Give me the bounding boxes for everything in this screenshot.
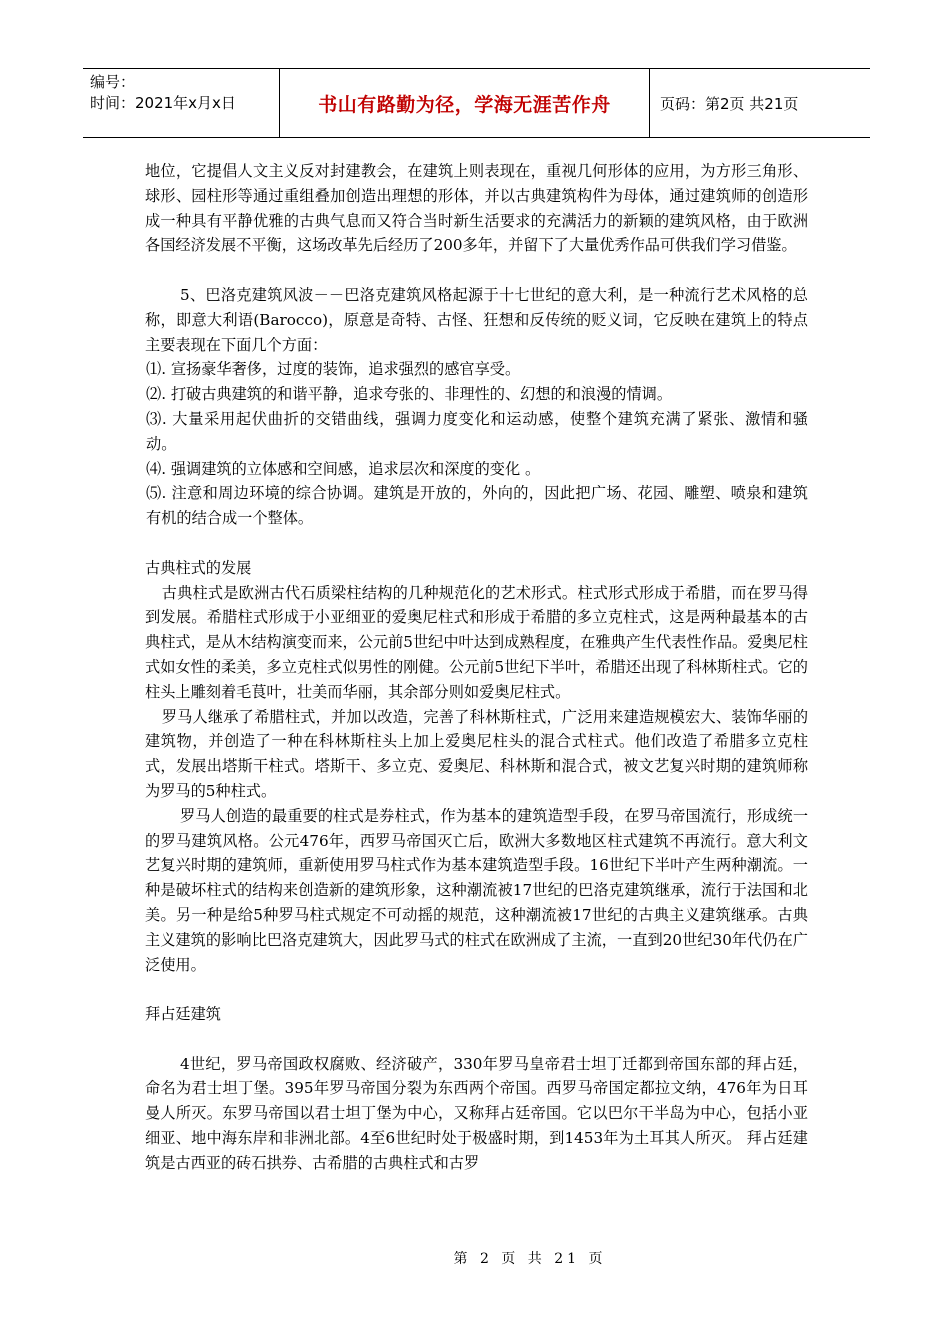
section-heading-byzantine: 拜占廷建筑: [145, 1005, 221, 1024]
document-body: [145, 159, 808, 1176]
paragraph-baroque: 5、巴洛克建筑风波－－巴洛克建筑风格起源于十七世纪的意大利，是一种流行艺术风格的总称，即意大利语(Barocco)，原意是奇特、古怪、狂想和反传统的贬义词，它反映在建筑上的特点主要表现在下面几个方面：: [145, 285, 808, 354]
list-item: ⑷. 强调建筑的立体感和空间感，追求层次和深度的变化 。: [146, 459, 541, 478]
section-heading-classical-orders: 古典柱式的发展: [145, 558, 252, 577]
header-motto: 书山有路勤为径，学海无涯苦作舟: [280, 69, 650, 137]
list-item: ⑶. 大量采用起伏曲折的交错曲线，强调力度变化和运动感，使整个建筑充满了紧张、激情和骚动。: [146, 409, 808, 453]
list-item: ⑸. 注意和周边环境的综合协调。建筑是开放的，外向的，因此把广场、花园、雕塑、喷泉和建筑有机的结合成一个整体。: [146, 484, 808, 528]
header-page-info: 页码：第2页 共21页: [660, 94, 799, 113]
list-item: ⑵. 打破古典建筑的和谐平静，追求夸张的、非理性的、幻想的和浪漫的情调。: [146, 385, 673, 404]
page-header: [83, 68, 870, 138]
paragraph-byzantine: 4世纪，罗马帝国政权腐败、经济破产，330年罗马皇帝君士坦丁迁都到帝国东部的拜占廷，命名为君士坦丁堡。395年罗马帝国分裂为东西两个帝国。西罗马帝国定都拉文纳，476年为日耳曼人所灭。东罗马帝国以君士坦丁堡为中心，又称拜占廷帝国。它以巴尔干半岛为中心，包括小亚细亚、地中海东岸和非洲北部。4至6世纪时处于极盛时期，到1453年为土耳其人所灭。 拜占廷建筑是古西亚的砖石拱券、古希腊的古典柱式和古罗: [145, 1054, 808, 1172]
list-item: ⑴. 宣扬豪华奢侈，过度的装饰，追求强烈的感官享受。: [146, 360, 521, 379]
paragraph-renaissance: 地位，它提倡人文主义反对封建教会，在建筑上则表现在，重视几何形体的应用，为方形三角形、球形、园柱形等通过重组叠加创造出理想的形体，并以古典建筑构件为母体，通过建筑师的创造形成一种具有平静优雅的古典气息而又符合当时新生活要求的充满活力的新颖的建筑风格，由于欧洲各国经济发展不平衡，这场改革先后经历了200多年，并留下了大量优秀作品可供我们学习借鉴。: [145, 162, 808, 255]
page-footer: 第 2 页 共 21 页: [453, 1251, 607, 1267]
paragraph-classical-orders: 古典柱式是欧洲古代石质梁柱结构的几种规范化的艺术形式。柱式形式形成于希腊，而在罗马得到发展。希腊柱式形成于小亚细亚的爱奥尼柱式和形成于希腊的多立克柱式，这是两种最基本的古典柱式，是从木结构演变而来，公元前5世纪中叶达到成熟程度，在雅典产生代表性作品。爱奥尼柱式如女性的柔美，多立克柱式似男性的刚健。公元前5世纪下半叶，希腊还出现了科林斯柱式。它的柱头上雕刻着毛茛叶，壮美而华丽，其余部分则如爱奥尼柱式。: [145, 583, 808, 701]
paragraph-roman-orders: 罗马人继承了希腊柱式，并加以改造，完善了科林斯柱式，广泛用来建造规模宏大、装饰华丽的建筑物，并创造了一种在科林斯柱头上加上爱奥尼柱头的混合式柱式。他们改造了希腊多立克柱式，发展出塔斯干柱式。塔斯干、多立克、爱奥尼、科林斯和混合式，被文艺复兴时期的建筑师称为罗马的5种柱式。: [145, 707, 808, 800]
document-time: 时间：2021年x月x日: [90, 94, 236, 112]
header-meta: [83, 69, 280, 137]
document-number: 编号：: [90, 73, 136, 91]
paragraph-arch-order: 罗马人创造的最重要的柱式是券柱式，作为基本的建筑造型手段，在罗马帝国流行，形成统一的罗马建筑风格。公元476年，西罗马帝国灭亡后，欧洲大多数地区柱式建筑不再流行。意大利文艺复兴时期的建筑师，重新使用罗马柱式作为基本建筑造型手段。16世纪下半叶产生两种潮流。一种是破坏柱式的结构来创造新的建筑形象，这种潮流被17世纪的巴洛克建筑继承，流行于法国和北美。另一种是给5种罗马柱式规定不可动摇的规范，这种潮流被17世纪的古典主义建筑继承。古典主义建筑的影响比巴洛克建筑大，因此罗马式的柱式在欧洲成了主流，一直到20世纪30年代仍在广泛使用。: [145, 806, 808, 974]
